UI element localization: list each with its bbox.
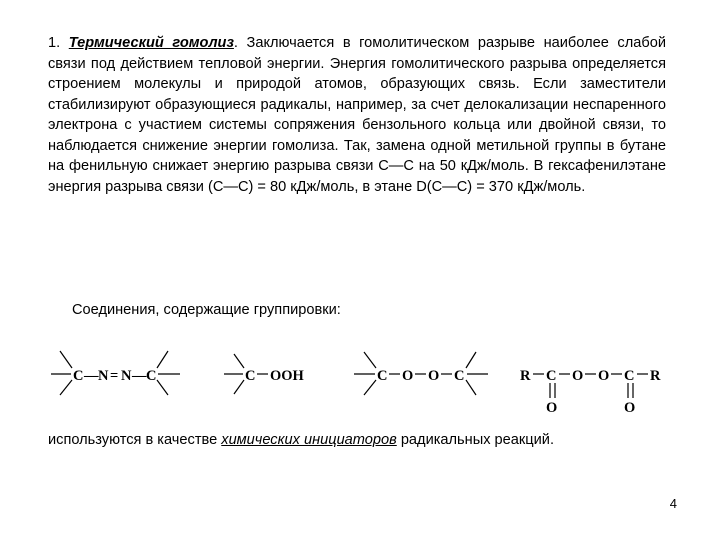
bond-line	[364, 380, 376, 395]
term-chemical-initiators: химических инициаторов	[221, 432, 397, 448]
atom-o: O	[402, 368, 414, 384]
substituent-r: R	[520, 368, 531, 384]
atom-o: O	[572, 368, 584, 384]
usage-after: радикальных реакций.	[396, 432, 555, 448]
hydroperoxide-formula	[224, 354, 305, 394]
bond-double: =	[110, 368, 119, 384]
chemical-formulas	[48, 340, 688, 418]
azo-formula	[51, 351, 180, 395]
compounds-subheading: Соединения, содержащие группировки:	[72, 302, 341, 318]
bond-line	[466, 352, 476, 368]
atom-c: C	[454, 368, 465, 384]
atom-o-carbonyl: O	[624, 400, 636, 416]
atom-n: N	[121, 368, 132, 384]
atom-c: C	[245, 368, 256, 384]
atom-o: O	[428, 368, 440, 384]
bond-line	[234, 354, 244, 368]
atom-o-carbonyl: O	[546, 400, 558, 416]
paragraph-number: 1.	[48, 35, 61, 51]
term-thermal-homolysis: Термический гомолиз	[68, 35, 234, 51]
atom-c: C	[73, 368, 84, 384]
peroxide-formula	[354, 352, 488, 395]
atom-o: O	[598, 368, 610, 384]
bond-line	[234, 380, 244, 394]
usage-before: используются в качестве	[48, 432, 222, 448]
atom-c: C	[377, 368, 388, 384]
page-number: 4	[669, 496, 677, 511]
atom-c: C	[546, 368, 557, 384]
bond-line	[60, 351, 72, 368]
bond-line	[157, 351, 168, 368]
bond-line	[157, 380, 168, 395]
bond-single: —	[132, 368, 147, 384]
atom-c: C	[146, 368, 157, 384]
atom-c: C	[624, 368, 635, 384]
bond-single: —	[84, 368, 99, 384]
usage-sentence	[48, 432, 554, 448]
paragraph-text: . Заключается в гомолитическом разрыве наиболее слабой связи под действием тепловой энергии. Энергия гомолитического разрыва определяется строением молекулы и природой атомов, образующих связь. Если заместители стабилизируют образующиеся радикалы, например, за счет делокализации неспаренного электрона с участием системы сопряжения бензольного кольца или двойной связи, то наблюдается снижение энергии гомолиза. Так, замена одной метильной группы в бутане на фенильную снижает энергию разрыва связи С—С на 50 кДж/моль. В гексафенилэтане энергия разрыва связи (С—С) = 80 кДж/моль, в этане D(C—C) = 370 кДж/моль.	[48, 35, 666, 195]
group-ooh: OOH	[270, 368, 304, 384]
bond-line	[364, 352, 376, 368]
diacyl-peroxide-formula	[520, 368, 661, 416]
main-paragraph	[48, 33, 666, 197]
substituent-r: R	[650, 368, 661, 384]
bond-line	[466, 380, 476, 395]
bond-line	[60, 380, 72, 395]
atom-n: N	[98, 368, 109, 384]
